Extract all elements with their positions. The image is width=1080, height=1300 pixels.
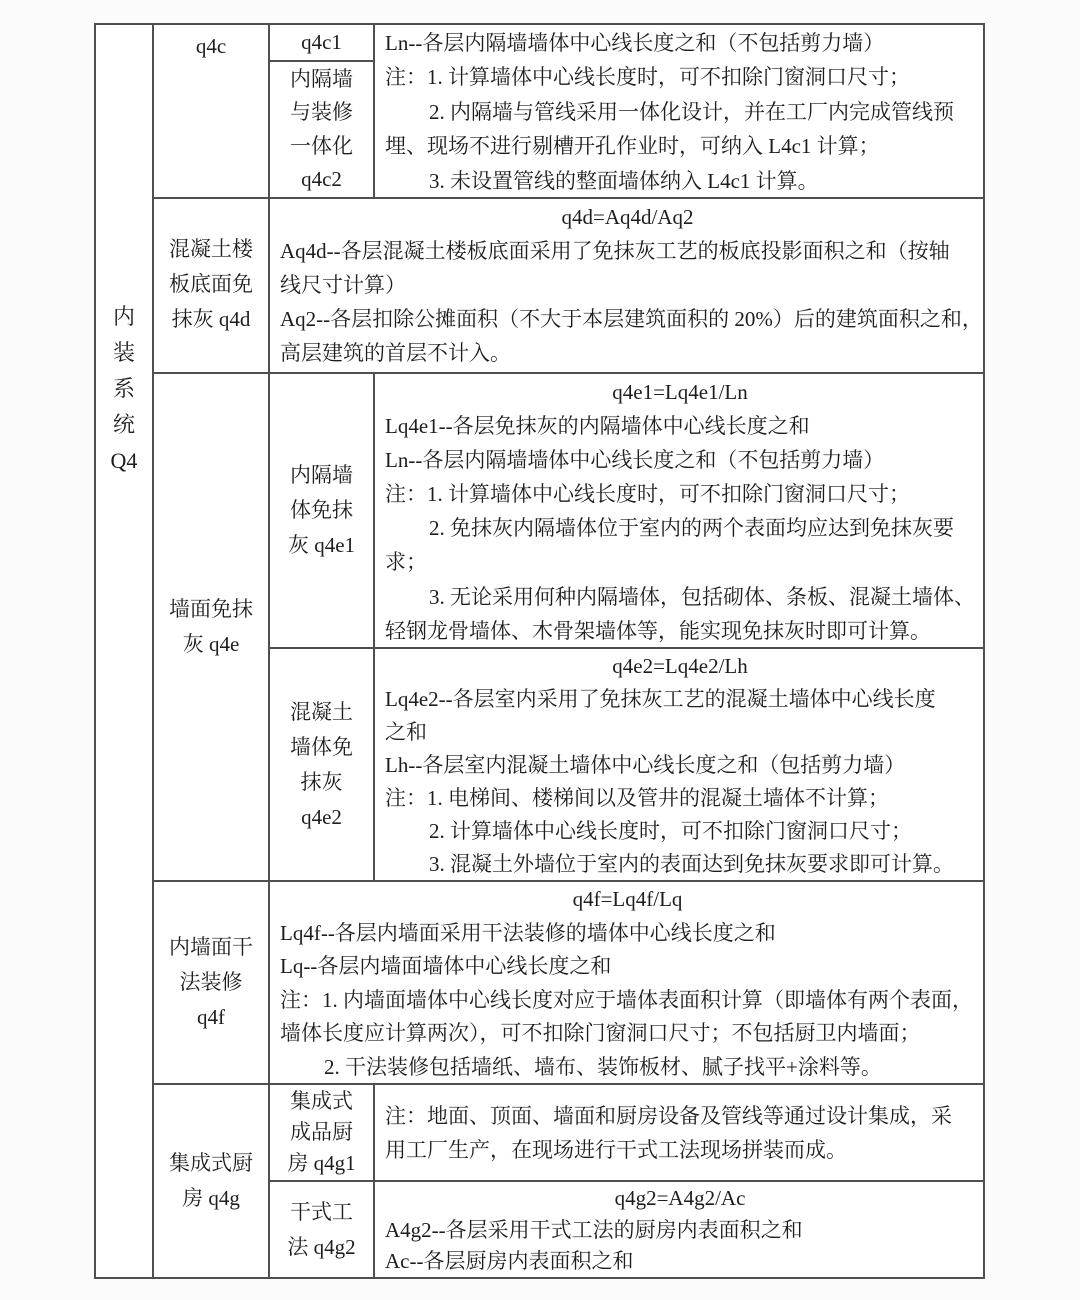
spine-char: 内 bbox=[112, 304, 135, 329]
sub-label-line: 一体化 bbox=[290, 133, 353, 158]
text-line: Lq4f--各层内墙面采用干法装修的墙体中心线长度之和 bbox=[280, 920, 776, 945]
cell-q4e2-label bbox=[270, 649, 373, 880]
formula-line: q4e1=Lq4e1/Ln bbox=[612, 380, 748, 404]
text-line: Lh--各层室内混凝土墙体中心线长度之和（包括剪力墙） bbox=[385, 753, 906, 777]
text-line: 埋、现场不进行剔槽开孔作业时，可纳入 L4c1 计算； bbox=[385, 134, 880, 159]
formula-line: q4f=Lq4f/Lq bbox=[572, 887, 683, 911]
text-line: 3. 无论采用何种内隔墙体，包括砌体、条板、混凝土墙体、 bbox=[429, 584, 975, 609]
row-label-line: q4f bbox=[197, 1005, 225, 1029]
row-label-line: 墙面免抹 bbox=[169, 597, 253, 621]
sub-label-line: 抹灰 bbox=[300, 769, 343, 794]
sub-label-line: 混凝土 bbox=[290, 699, 353, 724]
sub-label-line: 灰 q4e1 bbox=[287, 533, 356, 557]
cell-q4e1-content bbox=[375, 374, 983, 647]
row-label-line: 抹灰 q4d bbox=[171, 307, 251, 331]
sub-label-line: 干式工 bbox=[290, 1199, 353, 1224]
text-line: Aq2--各层扣除公摊面积（不大于本层建筑面积的 20%）后的建筑面积之和， bbox=[280, 307, 983, 331]
text-line: Ln--各层内隔墙墙体中心线长度之和（不包括剪力墙） bbox=[385, 31, 885, 55]
row-label-line: 法装修 bbox=[179, 970, 243, 994]
formula-line: q4e2=Lq4e2/Lh bbox=[612, 654, 748, 678]
cell-q4g2-label bbox=[270, 1182, 373, 1277]
cell-q4f-label bbox=[154, 882, 268, 1083]
row-label-line: 集成式厨 bbox=[169, 1151, 253, 1175]
text-line: 线尺寸计算） bbox=[280, 273, 406, 297]
sub-label-line: q4e2 bbox=[301, 804, 342, 829]
text-line: 高层建筑的首层不计入。 bbox=[280, 341, 511, 365]
text-line: A4g2--各层采用干式工法的厨房内表面积之和 bbox=[385, 1217, 803, 1242]
sub-label-line: 内隔墙 bbox=[290, 463, 353, 487]
cell-q4d-label bbox=[154, 199, 268, 370]
sub-code: q4c1 bbox=[301, 30, 342, 54]
formula-line: q4d=Aq4d/Aq2 bbox=[561, 205, 694, 229]
sub-label-line: 成品厨 bbox=[290, 1120, 353, 1144]
cell-q4c-content bbox=[375, 25, 983, 197]
cell-q4c-category bbox=[154, 25, 268, 197]
text-line: Ln--各层内隔墙墙体中心线长度之和（不包括剪力墙） bbox=[385, 448, 885, 473]
cell-q4g2-content bbox=[375, 1182, 983, 1277]
text-line: 墙体长度应计算两次），可不扣除门窗洞口尺寸；不包括厨卫内墙面； bbox=[280, 1021, 921, 1045]
text-line: 2. 免抹灰内隔墙体位于室内的两个表面均应达到免抹灰要 bbox=[429, 516, 954, 541]
cell-q4e2-content bbox=[375, 649, 983, 880]
text-line: 轻钢龙骨墙体、木骨架墙体等，能实现免抹灰时即可计算。 bbox=[385, 618, 931, 643]
spine-char: 系 bbox=[112, 376, 135, 401]
spine-label-q4-interior-system bbox=[96, 299, 152, 479]
sub-label-line: 法 q4g2 bbox=[287, 1234, 356, 1259]
cell-q4g-label bbox=[154, 1085, 268, 1277]
spine-char: 装 bbox=[112, 340, 135, 365]
sub-label-line: 房 q4g1 bbox=[287, 1151, 356, 1175]
cell-q4e-label bbox=[154, 374, 268, 880]
spine-char: Q4 bbox=[110, 448, 138, 473]
text-line: Lq--各层内墙面墙体中心线长度之和 bbox=[280, 954, 612, 978]
text-line: 2. 内隔墙与管线采用一体化设计，并在工厂内完成管线预 bbox=[429, 99, 954, 124]
sub-label-line: 与装修 bbox=[290, 100, 353, 124]
sub-label-line: 墙体免 bbox=[290, 734, 353, 759]
q4-interior-system-table bbox=[94, 23, 985, 1279]
row-label-line: 房 q4g bbox=[182, 1186, 240, 1210]
text-line: 2. 计算墙体中心线长度时，可不扣除门窗洞口尺寸； bbox=[429, 819, 912, 843]
text-line: Aq4d--各层混凝土楼板底面采用了免抹灰工艺的板底投影面积之和（按轴 bbox=[280, 239, 950, 263]
text-line: 之和 bbox=[385, 720, 427, 744]
formula-line: q4g2=A4g2/Ac bbox=[614, 1186, 746, 1210]
text-line: 注：地面、顶面、墙面和厨房设备及管线等通过设计集成，采 bbox=[385, 1104, 952, 1128]
text-line: 2. 干法装修包括墙纸、墙布、装饰板材、腻子找平+涂料等。 bbox=[324, 1054, 882, 1079]
cell-q4f-content bbox=[270, 882, 983, 1083]
sub-label-line: q4c2 bbox=[301, 167, 342, 191]
text-line: 注：1. 计算墙体中心线长度时，可不扣除门窗洞口尺寸； bbox=[385, 482, 910, 507]
text-line: 注：1. 内墙面墙体中心线长度对应于墙体表面积计算（即墙体有两个表面， bbox=[280, 987, 973, 1012]
row-label-line: 混凝土楼 bbox=[169, 237, 253, 261]
sub-label-line: 集成式 bbox=[290, 1089, 353, 1113]
text-line: 注：1. 计算墙体中心线长度时，可不扣除门窗洞口尺寸； bbox=[385, 65, 910, 90]
cell-q4g1-label bbox=[270, 1085, 373, 1180]
sub-label-line: 体免抹 bbox=[290, 498, 353, 522]
cell-q4c1-code bbox=[270, 25, 373, 60]
cell-q4d-content bbox=[270, 199, 983, 370]
text-line: Lq4e1--各层免抹灰的内隔墙体中心线长度之和 bbox=[385, 414, 810, 439]
text-line: Lq4e2--各层室内采用了免抹灰工艺的混凝土墙体中心线长度 bbox=[385, 687, 936, 711]
text-line: 用工厂生产，在现场进行干式工法现场拼装而成。 bbox=[385, 1138, 847, 1162]
cell-q4c2-label bbox=[270, 62, 373, 197]
spine-char: 统 bbox=[112, 412, 135, 437]
sub-label-line: 内隔墙 bbox=[290, 66, 353, 91]
text-line: Ac--各层厨房内表面积之和 bbox=[385, 1249, 634, 1273]
text-line: 求； bbox=[385, 550, 427, 575]
row-label-line: 内墙面干 bbox=[169, 935, 253, 959]
text-line: 3. 混凝土外墙位于室内的表面达到免抹灰要求即可计算。 bbox=[429, 852, 954, 876]
row-label-line: 灰 q4e bbox=[182, 632, 240, 656]
category-code: q4c bbox=[195, 34, 227, 58]
cell-q4g1-content bbox=[375, 1085, 983, 1180]
text-line: 注：1. 电梯间、楼梯间以及管井的混凝土墙体不计算； bbox=[385, 786, 889, 810]
text-line: 3. 未设置管线的整面墙体纳入 L4c1 计算。 bbox=[429, 168, 819, 193]
cell-q4e1-label bbox=[270, 374, 373, 647]
row-label-line: 板底面免 bbox=[169, 272, 253, 296]
